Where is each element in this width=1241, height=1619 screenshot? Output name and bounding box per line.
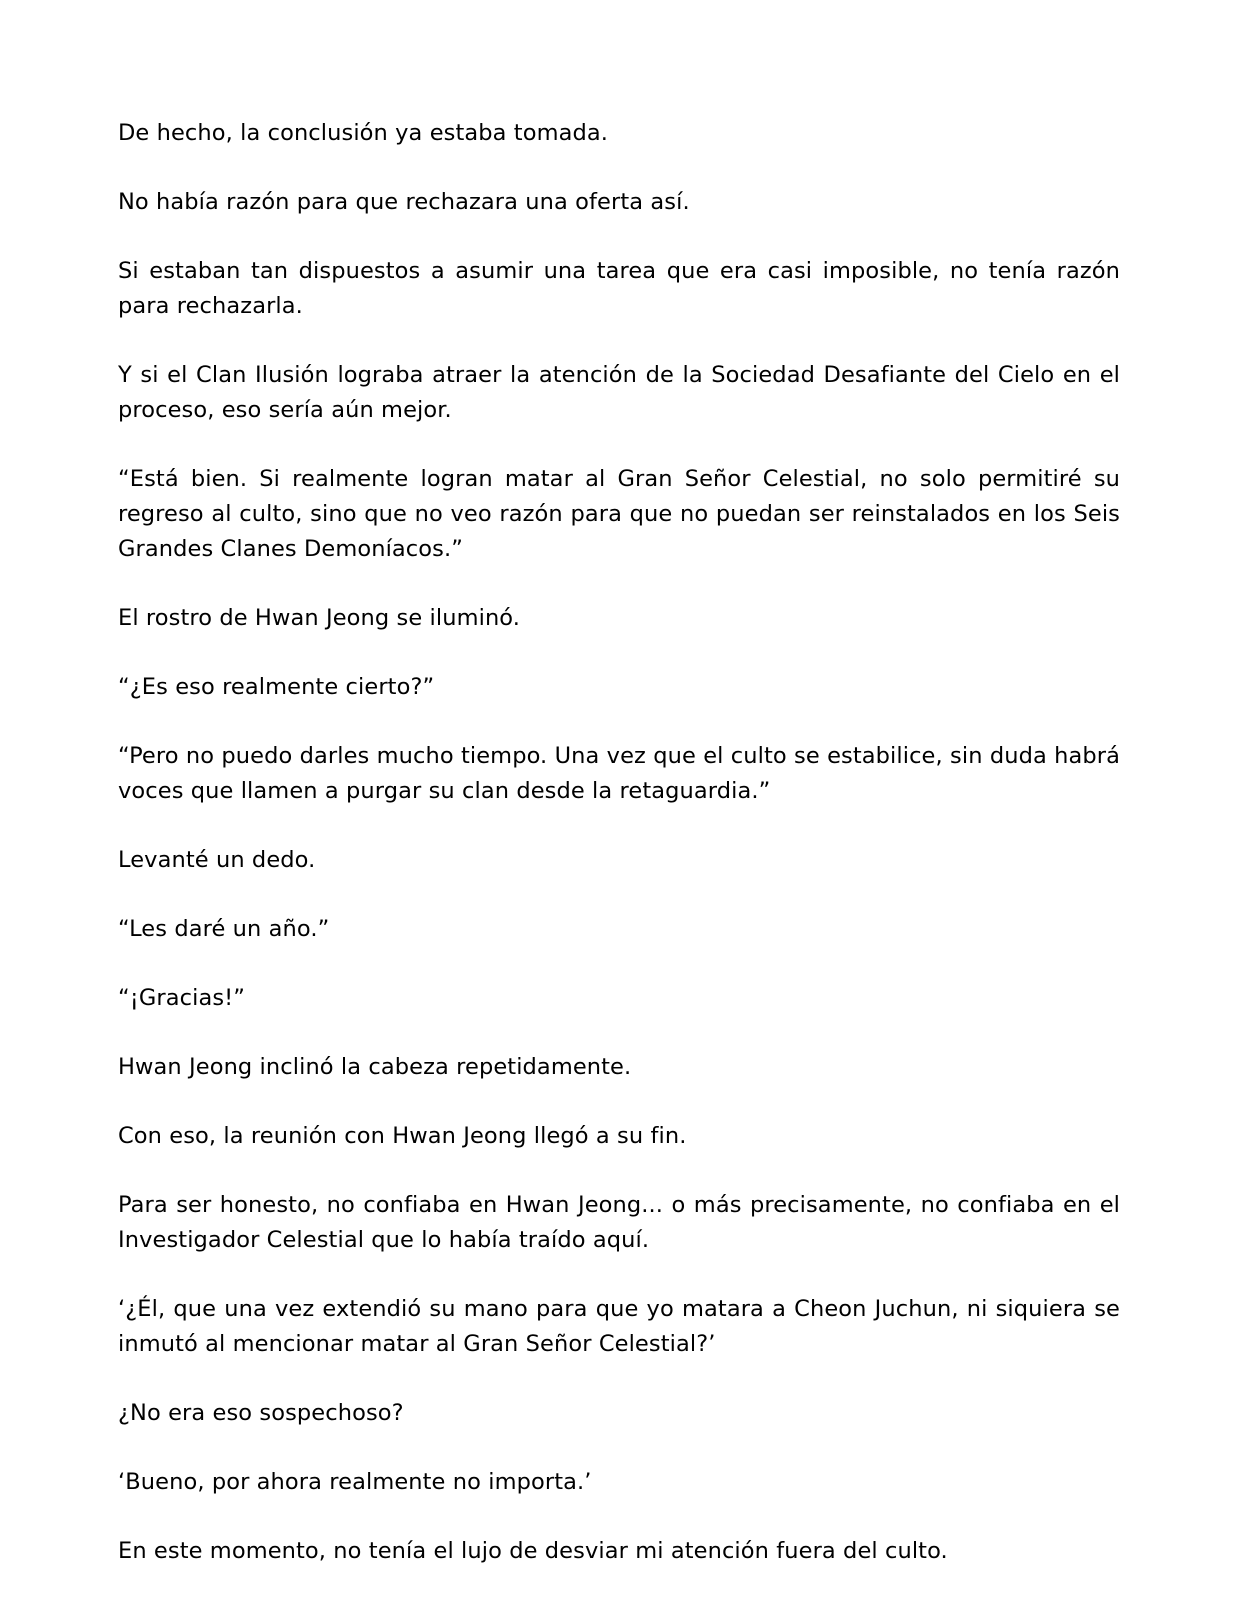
paragraph-9: Levanté un dedo. xyxy=(118,847,316,873)
paragraph-1: De hecho, la conclusión ya estaba tomada. xyxy=(118,120,609,146)
paragraph-17: ‘Bueno, por ahora realmente no importa.’ xyxy=(118,1469,592,1495)
paragraph-16: ¿No era eso sospechoso? xyxy=(118,1400,404,1426)
paragraph-5: “Está bien. Si realmente logran matar al Gran Señor Celestial, no solo permitiré su regreso al culto, sino que no veo razón para que no puedan ser reinstalados en los Seis Grandes Clanes Demoníacos.” xyxy=(118,466,1120,562)
paragraph-11: “¡Gracias!” xyxy=(118,985,246,1011)
paragraph-2: No había razón para que rechazara una oferta así. xyxy=(118,189,690,215)
paragraph-13: Con eso, la reunión con Hwan Jeong llegó a su fin. xyxy=(118,1123,687,1149)
paragraph-15: ‘¿Él, que una vez extendió su mano para que yo matara a Cheon Juchun, ni siquiera se inmutó al mencionar matar al Gran Señor Celestial?’ xyxy=(118,1296,1120,1357)
paragraph-18: En este momento, no tenía el lujo de desviar mi atención fuera del culto. xyxy=(118,1538,948,1564)
paragraph-14: Para ser honesto, no confiaba en Hwan Jeong... o más precisamente, no confiaba en el Investigador Celestial que lo había traído aquí. xyxy=(118,1192,1120,1253)
paragraph-4: Y si el Clan Ilusión lograba atraer la atención de la Sociedad Desafiante del Cielo en el proceso, eso sería aún mejor. xyxy=(118,362,1120,423)
paragraph-7: “¿Es eso realmente cierto?” xyxy=(118,674,435,700)
paragraph-10: “Les daré un año.” xyxy=(118,916,330,942)
paragraph-8: “Pero no puedo darles mucho tiempo. Una vez que el culto se estabilice, sin duda habrá voces que llamen a purgar su clan desde la retaguardia.” xyxy=(118,743,1120,804)
paragraph-12: Hwan Jeong inclinó la cabeza repetidamente. xyxy=(118,1054,632,1080)
paragraph-3: Si estaban tan dispuestos a asumir una tarea que era casi imposible, no tenía razón para rechazarla. xyxy=(118,258,1120,319)
document-page xyxy=(118,116,1120,1569)
paragraph-6: El rostro de Hwan Jeong se iluminó. xyxy=(118,605,521,631)
